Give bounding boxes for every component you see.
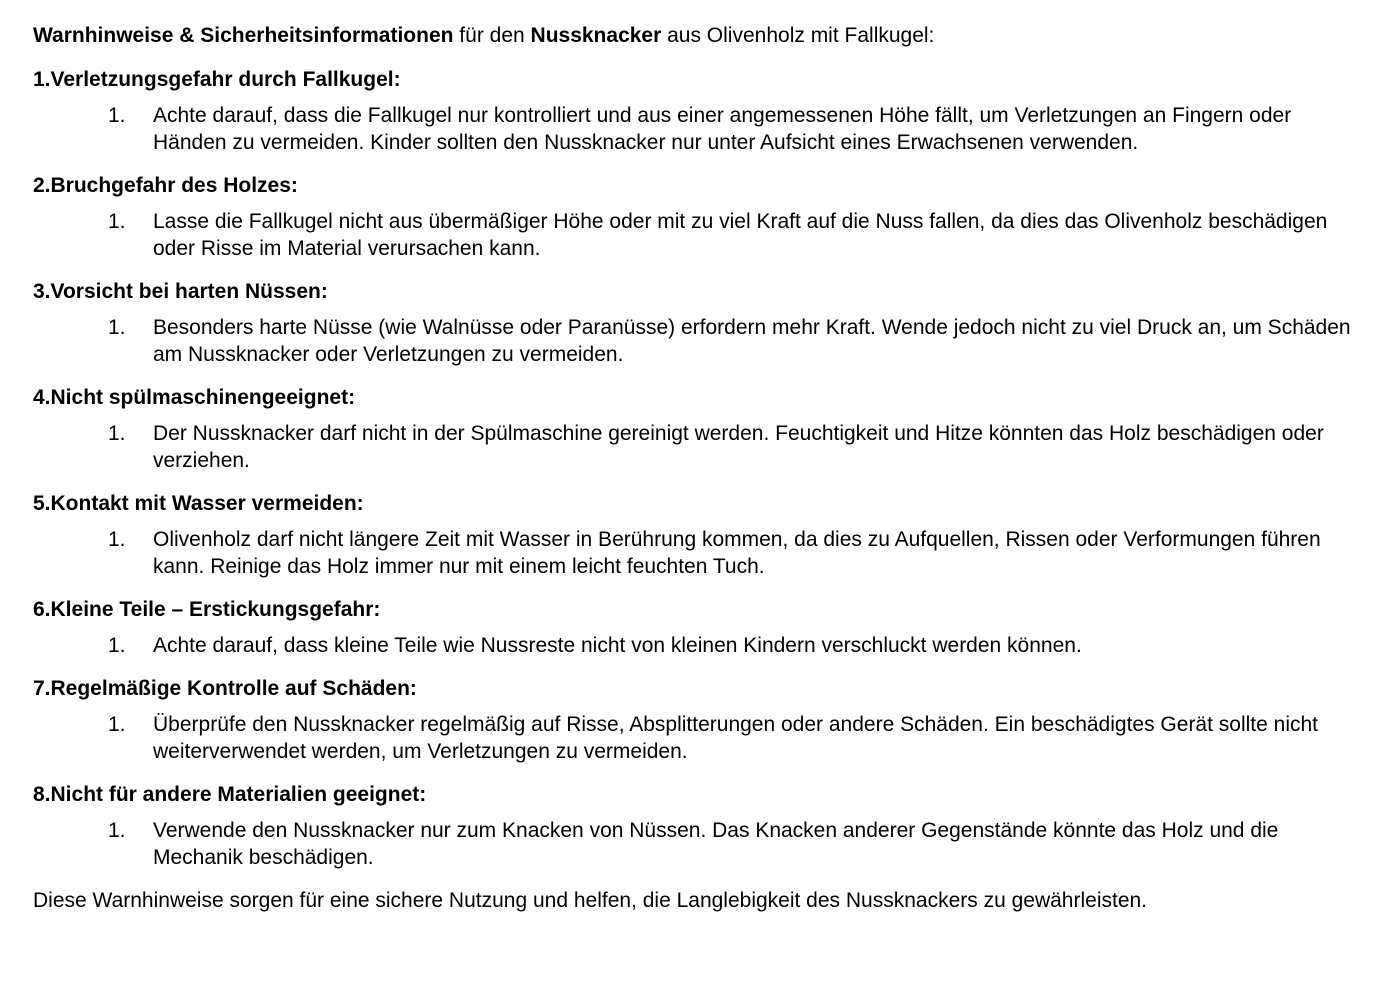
list-item-number: 1. — [108, 634, 126, 657]
list-item-text: Achte darauf, dass kleine Teile wie Nussreste nicht von kleinen Kindern verschluckt werden können. — [153, 634, 1082, 657]
section-heading: 1.Verletzungsgefahr durch Fallkugel: — [33, 68, 401, 91]
list-item — [33, 420, 1365, 474]
section-heading: 5.Kontakt mit Wasser vermeiden: — [33, 492, 364, 515]
list-item — [33, 102, 1365, 156]
list-item — [33, 208, 1365, 262]
list-item — [33, 632, 1365, 659]
list-item-number: 1. — [108, 528, 126, 551]
list-item — [33, 711, 1365, 765]
section-heading: 7.Regelmäßige Kontrolle auf Schäden: — [33, 677, 417, 700]
intro-line — [33, 22, 1365, 50]
list-item-text: Besonders harte Nüsse (wie Walnüsse oder Paranüsse) erfordern mehr Kraft. Wende jedoch nicht zu viel Druck an, um Schäden am Nussknacker oder Verletzungen zu vermeiden. — [153, 316, 1351, 366]
list-item-text: Lasse die Fallkugel nicht aus übermäßiger Höhe oder mit zu viel Kraft auf die Nuss fallen, da dies das Olivenholz beschädigen oder Risse im Material verursachen kann. — [153, 210, 1328, 260]
intro-connector: für den — [453, 24, 531, 47]
intro-suffix: aus Olivenholz mit Fallkugel: — [661, 24, 935, 47]
list-item-text: Der Nussknacker darf nicht in der Spülmaschine gereinigt werden. Feuchtigkeit und Hitze könnten das Holz beschädigen oder verziehen. — [153, 422, 1324, 472]
section-6 — [33, 596, 1365, 659]
list-item-number: 1. — [108, 316, 126, 339]
section-heading: 2.Bruchgefahr des Holzes: — [33, 174, 298, 197]
section-2 — [33, 172, 1365, 262]
list-item — [33, 314, 1365, 368]
list-item — [33, 817, 1365, 871]
intro-title-bold: Warnhinweise & Sicherheitsinformationen — [33, 24, 454, 47]
section-heading: 4.Nicht spülmaschinengeeignet: — [33, 386, 356, 409]
section-heading: 3.Vorsicht bei harten Nüssen: — [33, 280, 328, 303]
list-item-number: 1. — [108, 713, 126, 736]
section-8 — [33, 781, 1365, 871]
section-4 — [33, 384, 1365, 474]
section-7 — [33, 675, 1365, 765]
list-item-number: 1. — [108, 819, 126, 842]
list-item-text: Überprüfe den Nussknacker regelmäßig auf Risse, Absplitterungen oder andere Schäden. Ein beschädigtes Gerät sollte nicht weiterverwendet werden, um Verletzungen zu vermeiden. — [153, 713, 1318, 763]
list-item-text: Achte darauf, dass die Fallkugel nur kontrolliert und aus einer angemessenen Höhe fällt, um Verletzungen an Fingern oder Händen zu vermeiden. Kinder sollten den Nussknacker nur unter Aufsicht eines Erwachsenen verwenden. — [153, 104, 1292, 154]
section-heading: 6.Kleine Teile – Erstickungsgefahr: — [33, 598, 381, 621]
list-item-number: 1. — [108, 422, 126, 445]
closing-paragraph: Diese Warnhinweise sorgen für eine sichere Nutzung und helfen, die Langlebigkeit des Nussknackers zu gewährleisten. — [33, 889, 1148, 912]
list-item-number: 1. — [108, 104, 126, 127]
list-item — [33, 526, 1365, 580]
section-1 — [33, 66, 1365, 156]
section-5 — [33, 490, 1365, 580]
list-item-text: Verwende den Nussknacker nur zum Knacken von Nüssen. Das Knacken anderer Gegenstände könnte das Holz und die Mechanik beschädigen. — [153, 819, 1279, 869]
section-3 — [33, 278, 1365, 368]
list-item-text: Olivenholz darf nicht längere Zeit mit Wasser in Berührung kommen, da dies zu Aufquellen, Rissen oder Verformungen führen kann. Reinige das Holz immer nur mit einem leicht feuchten Tuch. — [153, 528, 1321, 578]
intro-product-bold: Nussknacker — [530, 24, 662, 47]
section-heading: 8.Nicht für andere Materialien geeignet: — [33, 783, 427, 806]
list-item-number: 1. — [108, 210, 126, 233]
